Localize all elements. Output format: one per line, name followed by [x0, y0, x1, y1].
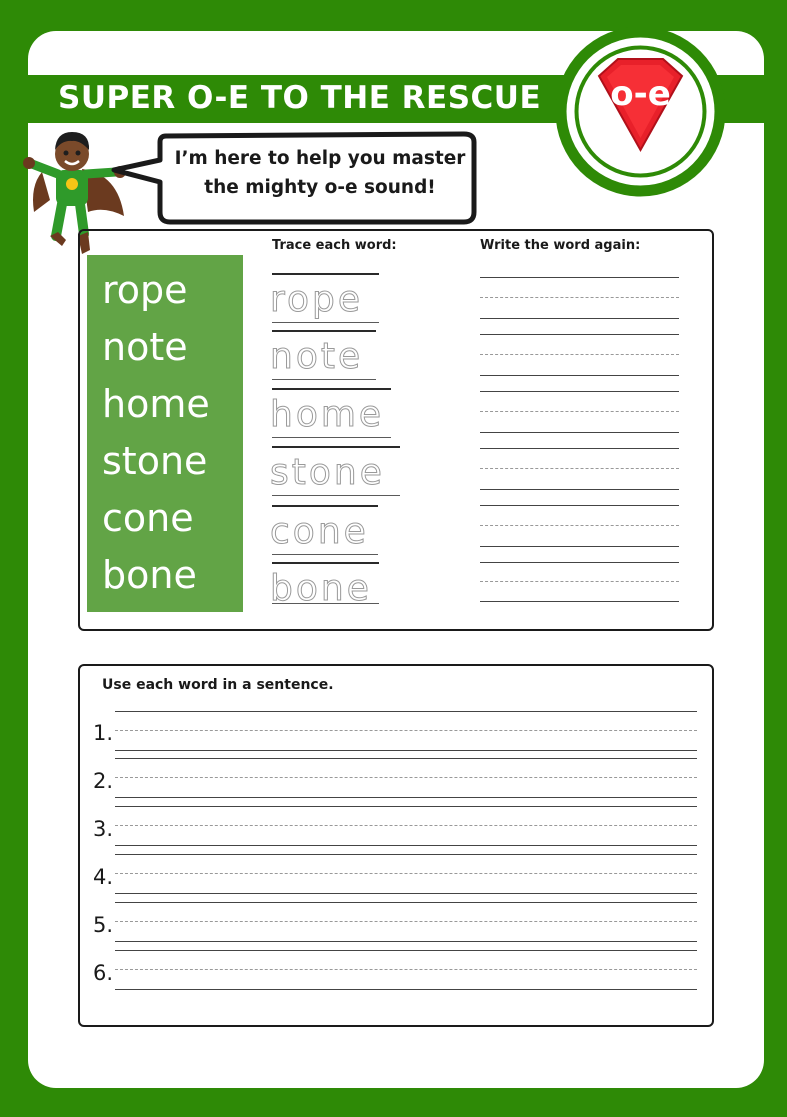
trace-word[interactable]: cone	[270, 511, 369, 552]
word-item: rope	[102, 268, 188, 312]
trace-baseline	[272, 437, 391, 438]
sentence-number: 5.	[93, 913, 114, 937]
speech-text	[160, 144, 480, 202]
trace-baseline	[272, 554, 378, 555]
trace-word[interactable]: rope	[270, 279, 364, 320]
trace-topline	[272, 388, 391, 390]
trace-word[interactable]: home	[270, 394, 385, 435]
trace-word[interactable]: bone	[270, 568, 372, 609]
trace-baseline	[272, 603, 379, 604]
trace-heading: Trace each word:	[272, 238, 397, 253]
word-item: bone	[102, 553, 197, 597]
write-heading: Write the word again:	[480, 238, 641, 253]
word-item: home	[102, 382, 210, 426]
speech-line-2: the mighty o-e sound!	[204, 177, 436, 198]
trace-topline	[272, 446, 400, 448]
sentence-number: 4.	[93, 865, 114, 889]
sentence-heading: Use each word in a sentence.	[102, 677, 334, 693]
trace-baseline	[272, 322, 379, 323]
word-item: stone	[102, 439, 208, 483]
sentence-number: 2.	[93, 769, 114, 793]
trace-word[interactable]: note	[270, 336, 364, 377]
speech-line-1: I’m here to help you master	[174, 148, 466, 169]
trace-word[interactable]: stone	[270, 452, 385, 493]
o-e-badge	[555, 26, 726, 197]
trace-topline	[272, 330, 376, 332]
trace-topline	[272, 505, 378, 507]
page-title: SUPER O-E TO THE RESCUE	[58, 80, 542, 116]
sentence-number: 1.	[93, 721, 114, 745]
badge-label: o-e	[610, 74, 671, 114]
trace-baseline	[272, 495, 400, 496]
trace-topline	[272, 273, 379, 275]
trace-baseline	[272, 379, 376, 380]
sentence-number: 3.	[93, 817, 114, 841]
sentence-number: 6.	[93, 961, 114, 985]
word-item: note	[102, 325, 188, 369]
trace-topline	[272, 562, 379, 564]
word-item: cone	[102, 496, 194, 540]
